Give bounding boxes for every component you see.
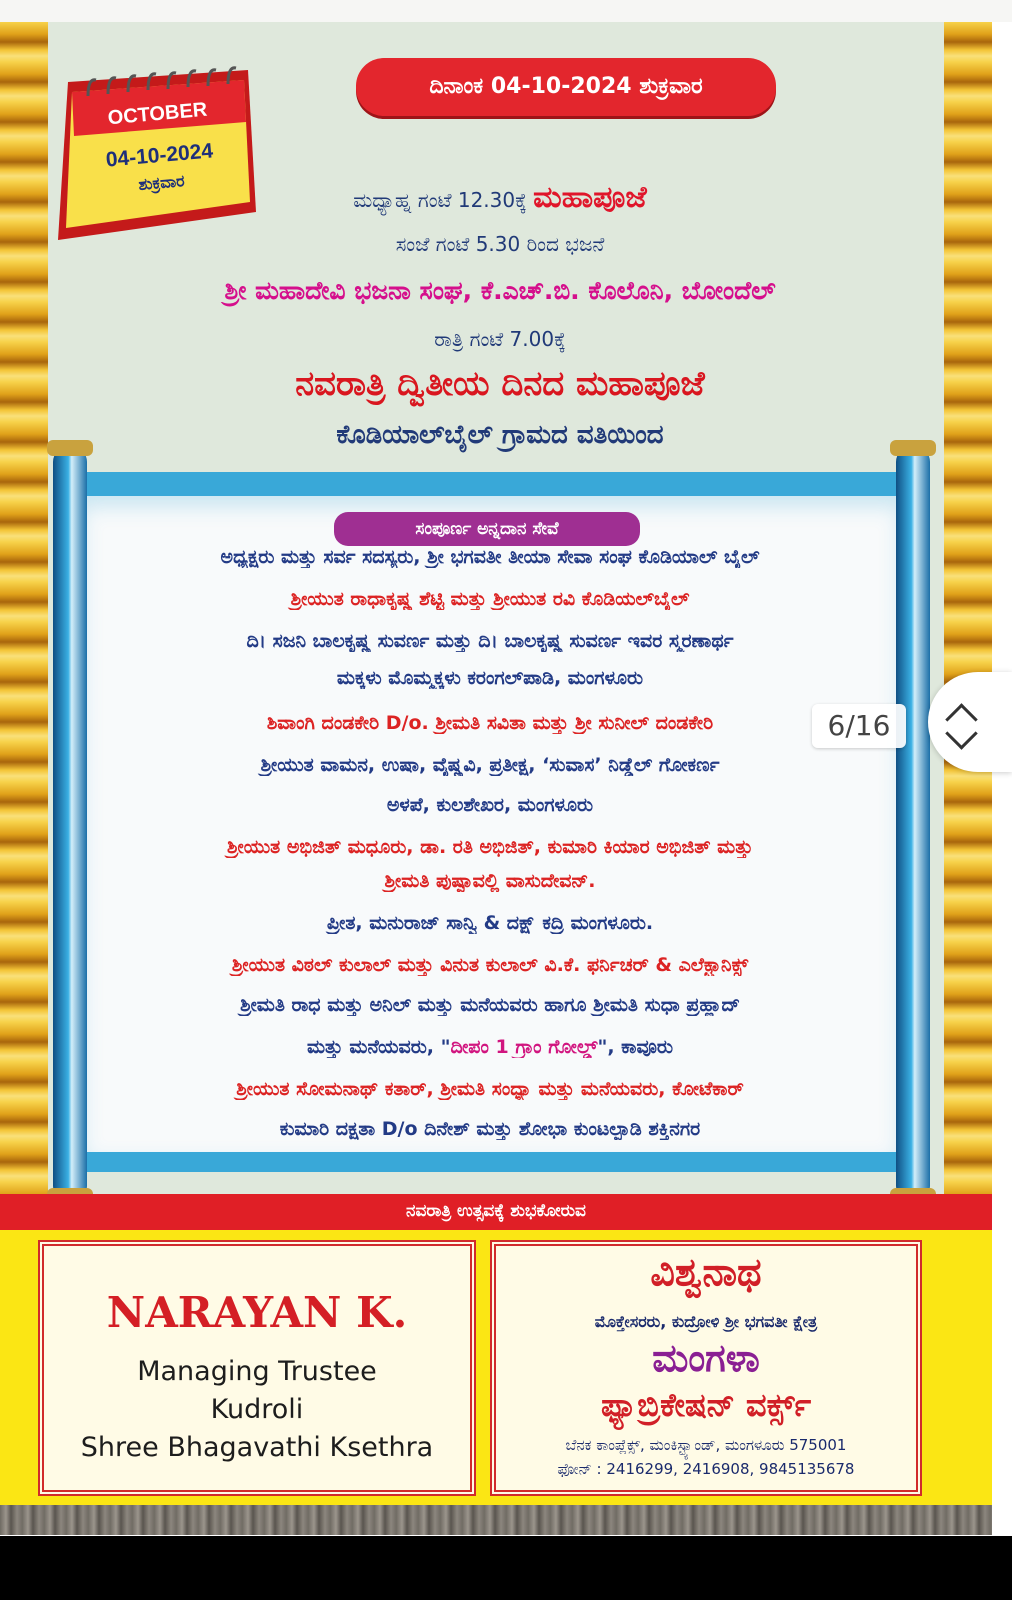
scroll-rod-right — [896, 446, 930, 1202]
sponsor-line: ಶ್ರೀಮತಿ ಪುಷ್ಪಾವಲ್ಲಿ ವಾಸುದೇವನ್. — [384, 870, 596, 892]
sponsor-line-part: ", ಕಾವೂರು — [597, 1036, 674, 1058]
annadana-heading: ಸಂಪೂರ್ಣ ಅನ್ನದಾನ ಸೇವೆ — [334, 512, 640, 546]
company-address: ಬೆನಕ ಕಾಂಪ್ಲೆಕ್ಸ್, ಮಂಕಿಸ್ಟ್ಯಾಂಡ್, ಮಂಗಳೂರು 575001 — [565, 1436, 847, 1454]
calendar-icon — [38, 62, 258, 252]
trustee-place: Kudroli — [210, 1394, 304, 1425]
vishwanatha-name: ವಿಶ್ವನಾಥ — [650, 1250, 762, 1294]
bhajan-group-line: ಶ್ರೀ ಮಹಾದೇವಿ ಭಜನಾ ಸಂಘ, ಕೆ.ಎಚ್.ಬಿ. ಕೊಲೊನಿ, ಬೋಂದೆಲ್ — [224, 276, 776, 305]
sponsor-line: ಮಕ್ಕಳು ಮೊಮ್ಮಕ್ಕಳು ಕರಂಗಲ್‌ಪಾಡಿ, ಮಂಗಳೂರು — [336, 667, 644, 689]
company-name-1: ಮಂಗಳಾ — [652, 1336, 760, 1380]
sponsor-line: ಶ್ರೀಯುತ ಅಭಿಜಿತ್ ಮಧೂರು, ಡಾ. ರತಿ ಅಭಿಜಿತ್, ಕುಮಾರಿ ಕಿಯಾರ ಅಭಿಜಿತ್ ಮತ್ತು — [227, 836, 753, 858]
date-banner-text: ದಿನಾಂಕ 04-10-2024 ಶುಕ್ರವಾರ — [429, 74, 703, 99]
calendar-day: ಶುಕ್ರವಾರ — [137, 171, 186, 194]
sponsor-line: ಪ್ರೀತ, ಮನುರಾಜ್ ಸಾನ್ವಿ & ದಕ್ಷ್ ಕದ್ರಿ ಮಂಗಳೂರು. — [326, 912, 654, 934]
trustee-title: Managing Trustee — [137, 1356, 377, 1387]
company-name-2: ಫ್ಯಾಬ್ರಿಕೇಷನ್ ವರ್ಕ್ಸ್ — [600, 1386, 812, 1424]
sponsor-line: ಶ್ರೀಮತಿ ರಾಧ ಮತ್ತು ಅನಿಲ್ ಮತ್ತು ಮನೆಯವರು ಹಾಗೂ ಶ್ರೀಮತಿ ಸುಧಾ ಪ್ರಹ್ಲಾದ್ — [240, 994, 740, 1016]
vishwanatha-card — [490, 1240, 922, 1496]
calendar-date: 04-10-2024 — [104, 139, 214, 172]
vishwanatha-role: ಮೊಕ್ತೇಸರರು, ಕುದ್ರೋಳಿ ಶ್ರೀ ಭಗವತೀ ಕ್ಷೇತ್ರ — [594, 1312, 818, 1331]
sponsor-line: ಶ್ರೀಯುತ ಸೋಮನಾಥ್ ಕತಾರ್, ಶ್ರೀಮತಿ ಸಂಧ್ಯಾ ಮತ್ತು ಮನೆಯವರು, ಕೋಟೆಕಾರ್ — [236, 1078, 744, 1100]
trustee-temple: Shree Bhagavathi Ksethra — [80, 1432, 434, 1463]
invitation-poster — [0, 22, 992, 1535]
sponsor-line: ಶ್ರೀಯುತ ವಾಮನ, ಉಷಾ, ವೈಷ್ಣವಿ, ಪ್ರತೀಕ್ಷ, ‘ಸುವಾಸ’ ನಿಡ್ಡೆಲ್ ಗೋಕರ್ಣ — [260, 754, 720, 776]
sponsor-line: ಶ್ರೀಯುತ ರಾಧಾಕೃಷ್ಣ ಶೆಟ್ಟಿ ಮತ್ತು ಶ್ರೀಯುತ ರವಿ ಕೊಡಿಯಲ್‌ಬೈಲ್ — [290, 588, 690, 610]
sponsor-line — [100, 1036, 880, 1058]
rod-cap — [890, 440, 936, 456]
calendar-month: OCTOBER — [106, 98, 209, 130]
rod-cap — [47, 440, 93, 456]
right-gold-pillar — [944, 22, 992, 1202]
noon-time-text: ಮಧ್ಯಾಹ್ನ ಗಂಟೆ 12.30ಕ್ಕೆ — [353, 188, 534, 212]
status-strip — [0, 0, 1012, 22]
deepam-gold-text: ದೀಪಂ 1 ಗ್ರಾಂ ಗೋಲ್ಡ್ — [450, 1036, 598, 1058]
sponsor-line: ಶಿವಾಂಗಿ ದಂಡಕೇರಿ D/o. ಶ್ರೀಮತಿ ಸವಿತಾ ಮತ್ತು ಶ್ರೀ ಸುನೀಲ್ ದಂಡಕೇರಿ — [266, 712, 714, 734]
sponsor-line: ದಿ। ಸಜನಿ ಬಾಲಕೃಷ್ಣ ಸುವರ್ಣ ಮತ್ತು ದಿ। ಬಾಲಕೃಷ್ಣ ಸುವರ್ಣ ಇವರ ಸ್ಮರಣಾರ್ಥ — [246, 630, 734, 652]
system-navigation-bar — [0, 1536, 1012, 1600]
greeting-band — [0, 1194, 992, 1232]
narayan-card — [38, 1240, 476, 1496]
noon-event-text: ಮಹಾಪೂಜೆ — [533, 180, 647, 215]
sponsor-village-line: ಕೊಡಿಯಾಲ್‌ಬೈಲ್ ಗ್ರಾಮದ ವತಿಯಿಂದ — [336, 420, 664, 450]
greeting-text: ನವರಾತ್ರಿ ಉತ್ಸವಕ್ಕೆ ಶುಭಕೋರುವ — [406, 1201, 586, 1221]
sponsor-scroll — [82, 472, 900, 1172]
sponsor-line-part: ಮತ್ತು ಮನೆಯವರು, " — [306, 1036, 451, 1058]
scroll-rod-left — [53, 446, 87, 1202]
noon-puja-line — [60, 180, 940, 215]
evening-bhajan-line: ಸಂಜೆ ಗಂಟೆ 5.30 ರಿಂದ ಭಜನೆ — [395, 232, 605, 256]
page-indicator: 6/16 — [812, 704, 906, 748]
date-banner — [356, 58, 776, 116]
stone-border — [0, 1505, 992, 1535]
main-puja-title: ನವರಾತ್ರಿ ದ್ವಿತೀಯ ದಿನದ ಮಹಾಪೂಜೆ — [295, 364, 705, 404]
sponsor-line: ಕುಮಾರಿ ದಕ್ಷತಾ D/o ದಿನೇಶ್ ಮತ್ತು ಶೋಭಾ ಕುಂಟಲ್ಪಾಡಿ ಶಕ್ತಿನಗರ — [279, 1118, 701, 1140]
trustee-name: NARAYAN K. — [106, 1288, 408, 1337]
company-phone: ಫೋನ್ : 2416299, 2416908, 9845135678 — [557, 1460, 855, 1478]
sponsor-line: ಅಳಪೆ, ಕುಲಶೇಖರ, ಮಂಗಳೂರು — [386, 794, 594, 816]
sponsor-line: ಅಧ್ಯಕ್ಷರು ಮತ್ತು ಸರ್ವ ಸದಸ್ಯರು, ಶ್ರೀ ಭಗವತೀ ತೀಯಾ ಸೇವಾ ಸಂಘ ಕೊಡಿಯಾಲ್ ಬೈಲ್ — [220, 546, 760, 568]
night-time-line: ರಾತ್ರಿ ಗಂಟೆ 7.00ಕ್ಕೆ — [434, 327, 566, 351]
sponsor-line: ಶ್ರೀಯುತ ವಿಠಲ್ ಕುಲಾಲ್ ಮತ್ತು ವಿನುತ ಕುಲಾಲ್ ವಿ.ಕೆ. ಫರ್ನಿಚರ್ & ಎಲೆಕ್ಟ್ರಾನಿಕ್ಸ್ — [231, 954, 749, 976]
